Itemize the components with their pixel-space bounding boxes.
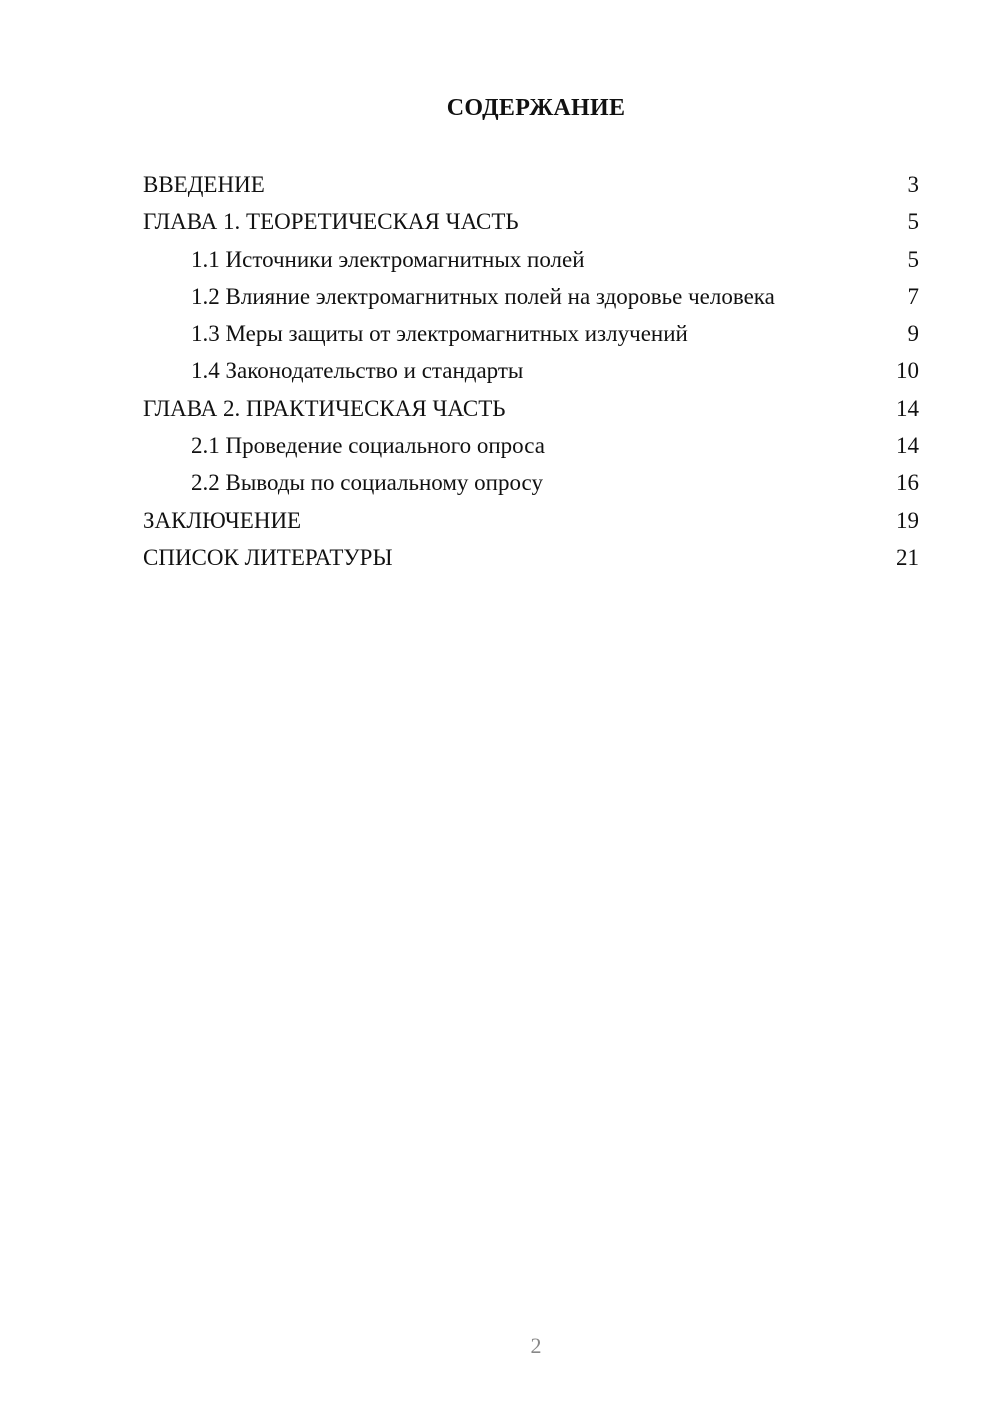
toc-entry-page: 5 bbox=[907, 209, 919, 235]
toc-entry-section-2-2[interactable] bbox=[143, 464, 919, 501]
toc-entry-label: ВВЕДЕНИЕ bbox=[143, 172, 265, 197]
toc-entry-section-1-4[interactable] bbox=[143, 352, 919, 389]
page-title: СОДЕРЖАНИЕ bbox=[446, 95, 626, 121]
table-of-contents bbox=[143, 166, 919, 576]
toc-entry-label: 1.2 Влияние электромагнитных полей на здоровье человека bbox=[191, 283, 775, 309]
toc-entry-page: 9 bbox=[907, 321, 919, 347]
toc-entry-page: 19 bbox=[896, 507, 919, 533]
toc-entry-conclusion[interactable] bbox=[143, 502, 919, 539]
toc-entry-references[interactable] bbox=[143, 539, 919, 576]
toc-entry-chapter-2[interactable] bbox=[143, 390, 919, 427]
toc-entry-section-2-1[interactable] bbox=[143, 427, 919, 464]
toc-entry-page: 21 bbox=[896, 544, 919, 570]
toc-entry-label: 2.1 Проведение социального опроса bbox=[191, 433, 545, 459]
toc-entry-page: 16 bbox=[896, 470, 919, 496]
toc-entry-label: 1.3 Меры защиты от электромагнитных излучений bbox=[191, 321, 688, 347]
toc-entry-section-1-2[interactable] bbox=[143, 278, 919, 315]
toc-entry-page: 10 bbox=[896, 358, 919, 384]
toc-entry-label: 1.4 Законодательство и стандарты bbox=[191, 358, 524, 384]
toc-entry-chapter-1[interactable] bbox=[143, 203, 919, 240]
toc-entry-label: 2.2 Выводы по социальному опросу bbox=[191, 470, 543, 496]
toc-entry-section-1-1[interactable] bbox=[143, 241, 919, 278]
toc-entry-label: ЗАКЛЮЧЕНИЕ bbox=[143, 507, 302, 533]
toc-entry-label: 1.1 Источники электромагнитных полей bbox=[191, 246, 585, 272]
toc-entry-page: 5 bbox=[907, 246, 919, 272]
toc-entry-label: ГЛАВА 2. ПРАКТИЧЕСКАЯ ЧАСТЬ bbox=[143, 395, 506, 421]
toc-entry-label: ГЛАВА 1. ТЕОРЕТИЧЕСКАЯ ЧАСТЬ bbox=[143, 209, 519, 235]
page-number: 2 bbox=[530, 1333, 542, 1358]
toc-entry-section-1-3[interactable] bbox=[143, 315, 919, 352]
toc-entry-page: 14 bbox=[896, 395, 919, 421]
toc-entry-page: 3 bbox=[907, 172, 919, 197]
toc-entry-introduction[interactable] bbox=[143, 166, 919, 203]
toc-entry-page: 14 bbox=[896, 433, 919, 459]
toc-entry-label: СПИСОК ЛИТЕРАТУРЫ bbox=[143, 544, 393, 570]
toc-entry-page: 7 bbox=[907, 283, 919, 309]
